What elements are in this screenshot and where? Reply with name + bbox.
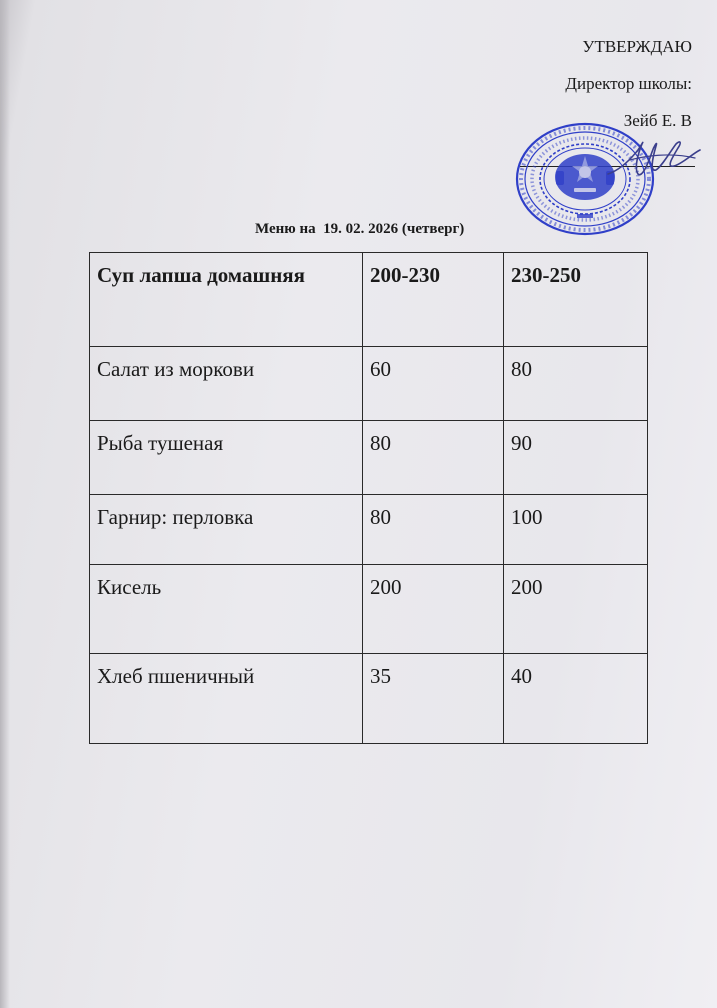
dish-name-cell: Кисель — [90, 565, 363, 654]
table-row — [90, 495, 648, 565]
portion-large-cell: 230-250 — [504, 253, 648, 347]
table-row — [90, 565, 648, 654]
portion-small-cell: 80 — [363, 495, 504, 565]
dish-name-cell: Гарнир: перловка — [90, 495, 363, 565]
portion-large-cell: 80 — [504, 347, 648, 421]
portion-small-cell: 80 — [363, 421, 504, 495]
approval-name: Зейб Е. В — [623, 111, 692, 130]
portion-small-cell: 60 — [363, 347, 504, 421]
portion-large-cell: 200 — [504, 565, 648, 654]
portion-large-cell: 100 — [504, 495, 648, 565]
table-row — [90, 253, 648, 347]
portion-large-cell: 90 — [504, 421, 648, 495]
dish-name-cell: Рыба тушеная — [90, 421, 363, 495]
approval-title: УТВЕРЖДАЮ — [582, 37, 692, 56]
portion-small-cell: 200-230 — [363, 253, 504, 347]
dish-name-cell: Хлеб пшеничный — [90, 654, 363, 744]
approval-role: Директор школы: — [565, 74, 692, 93]
dish-name-cell: Суп лапша домашняя — [90, 253, 363, 347]
page-edge-shadow — [0, 0, 10, 1008]
menu-table — [89, 252, 648, 744]
portion-small-cell: 35 — [363, 654, 504, 744]
portion-small-cell: 200 — [363, 565, 504, 654]
menu-title: Меню на 19. 02. 2026 (четверг) — [255, 221, 465, 237]
portion-large-cell: 40 — [504, 654, 648, 744]
table-row — [90, 421, 648, 495]
dish-name-cell: Салат из моркови — [90, 347, 363, 421]
handwritten-signature-icon — [600, 130, 705, 190]
table-row — [90, 347, 648, 421]
table-row — [90, 654, 648, 744]
